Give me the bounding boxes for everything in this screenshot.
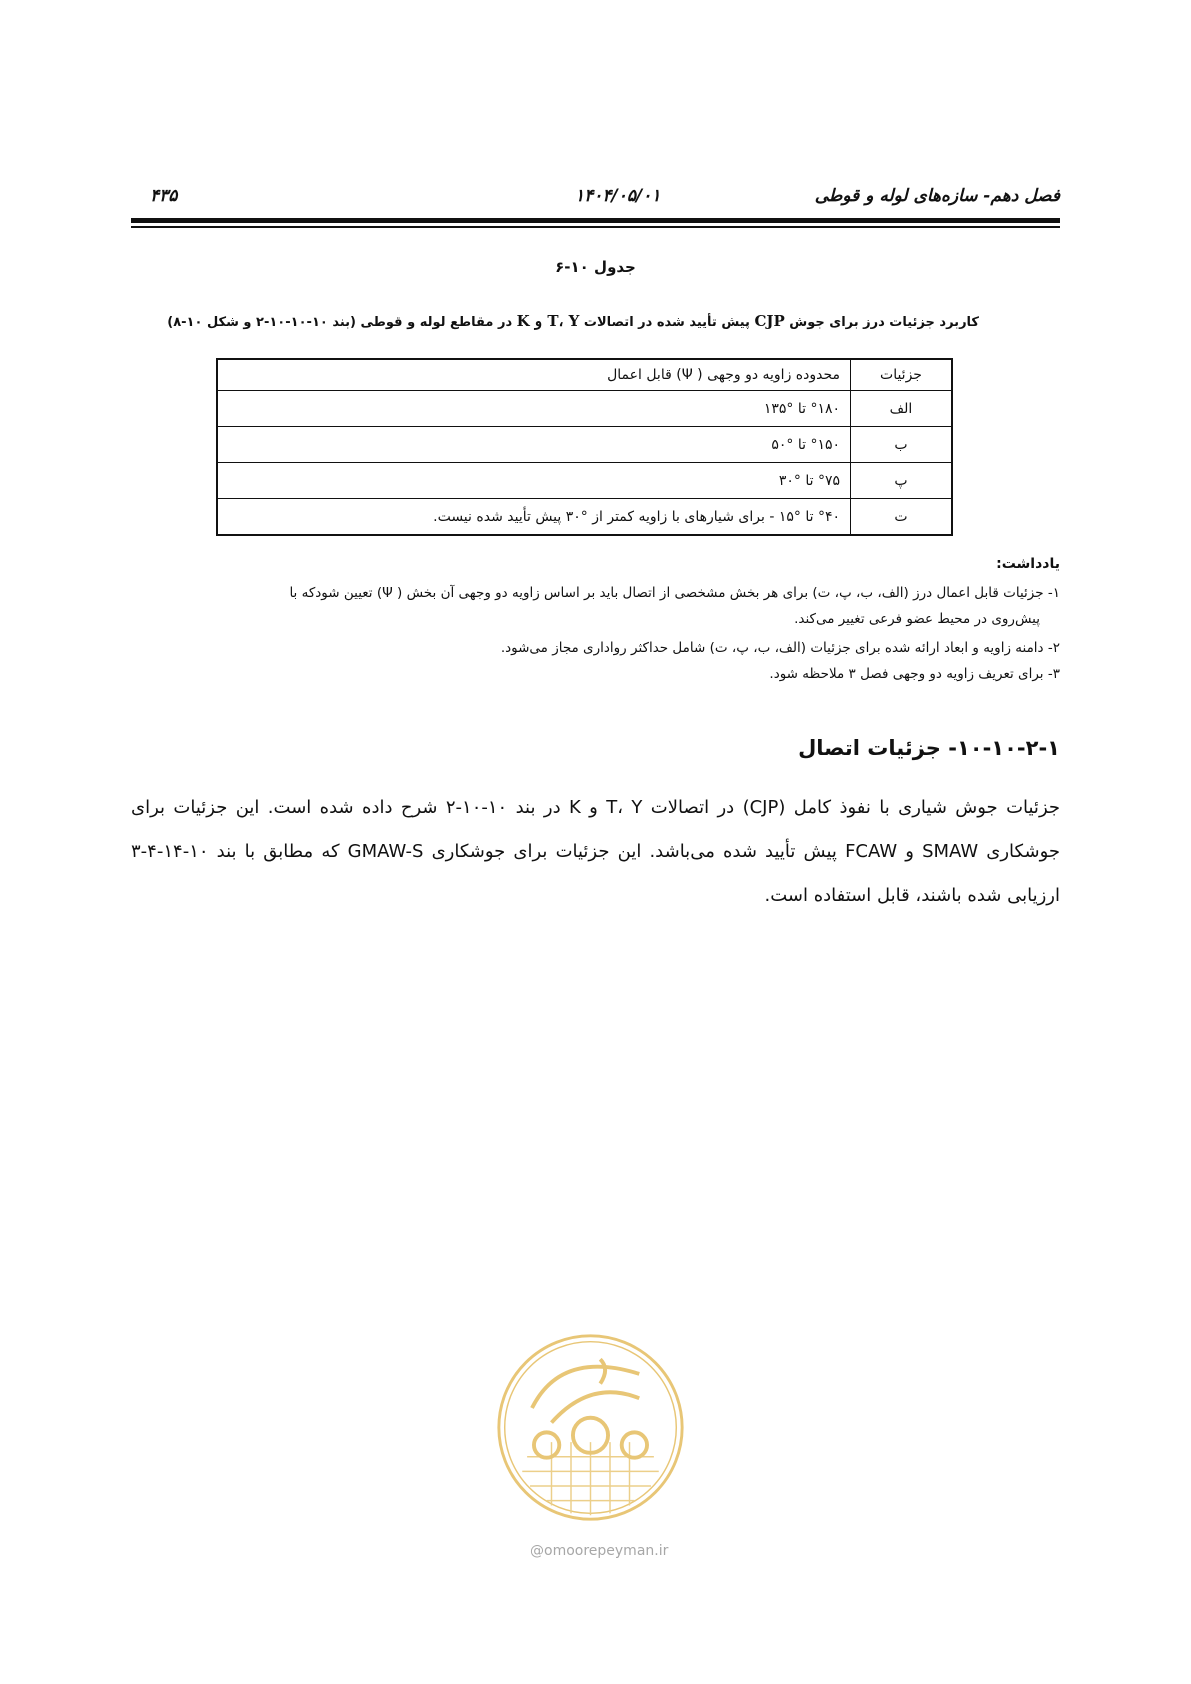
header-detail: جزئیات [851, 359, 953, 391]
note-3: ۳- برای تعریف زاویه دو وجهی فصل ۳ ملاحظه شود. [769, 666, 1060, 682]
note-2: ۲- دامنه زاویه و ابعاد ارائه شده برای جزئیات (الف، ب، پ، ت) شامل حداکثر رواداری مجاز می‌شود. [500, 640, 1060, 656]
cell-detail: ب [851, 427, 953, 463]
cell-detail: الف [851, 391, 953, 427]
joint-detail-table [216, 358, 953, 536]
cell-range: °۱۸۰ تا °۱۳۵ [217, 391, 851, 427]
section-paragraph: جزئیات جوش شیاری با نفوذ کامل (CJP) در اتصالات T، Y و K در بند ۱۰-۱۰-۲ شرح داده شده است. این جزئیات برای جوشکاری SMAW و FCAW پیش تأیید شده می‌باشد. این جزئیات برای جوشکاری GMAW-S که مطابق با بند ۱۰-۱۴-۴-۳ ارزیابی شده باشند، قابل استفاده است. [131, 797, 1060, 906]
watermark-logo-icon [493, 1330, 688, 1525]
chapter-title: فصل دهم- سازه‌های لوله و قوطی [814, 186, 1060, 206]
table-row [217, 499, 952, 536]
notes-title: یادداشت: [996, 556, 1060, 572]
cell-range: °۷۵ تا °۳۰ [217, 463, 851, 499]
table-row [217, 391, 952, 427]
header-rule-thick [131, 218, 1060, 223]
watermark-url: @omoorepeyman.ir [530, 1543, 669, 1559]
note-1: ۱- جزئیات قابل اعمال درز (الف، ب، پ، ت) برای هر بخش مشخصی از اتصال باید بر اساس زاویه دو وجهی آن بخش ( Ψ) تعیین شودکه با پیش‌روی در محیط عضو فرعی تغییر می‌کند. [289, 585, 1060, 627]
header-rule-thin [131, 226, 1060, 228]
cell-range: °۱۵۰ تا °۵۰ [217, 427, 851, 463]
section-heading: ۱۰-۱۰-۲-۱- جزئیات اتصال [798, 736, 1060, 760]
table-caption: کاربرد جزئیات درز برای جوش CJP پیش تأیید شده در اتصالات T، Y و K در مقاطع لوله و قوطی (بند ۱۰-۱۰-۱۰-۲ و شکل ۱۰-۸) [167, 312, 979, 330]
cell-detail: پ [851, 463, 953, 499]
page-number: ۴۳۵ [150, 186, 178, 206]
cell-detail: ت [851, 499, 953, 536]
table-row [217, 427, 952, 463]
table-header-row [217, 359, 952, 391]
header-angle-range: محدوده زاویه دو وجهی ( Ψ) قابل اعمال [217, 359, 851, 391]
header-date: ۱۴۰۴/۰۵/۰۱ [575, 186, 661, 206]
cell-range: °۴۰ تا °۱۵ - برای شیارهای با زاویه کمتر از °۳۰ پیش تأیید شده نیست. [217, 499, 851, 536]
table-row [217, 463, 952, 499]
table-title: جدول ۱۰-۶ [555, 258, 636, 276]
